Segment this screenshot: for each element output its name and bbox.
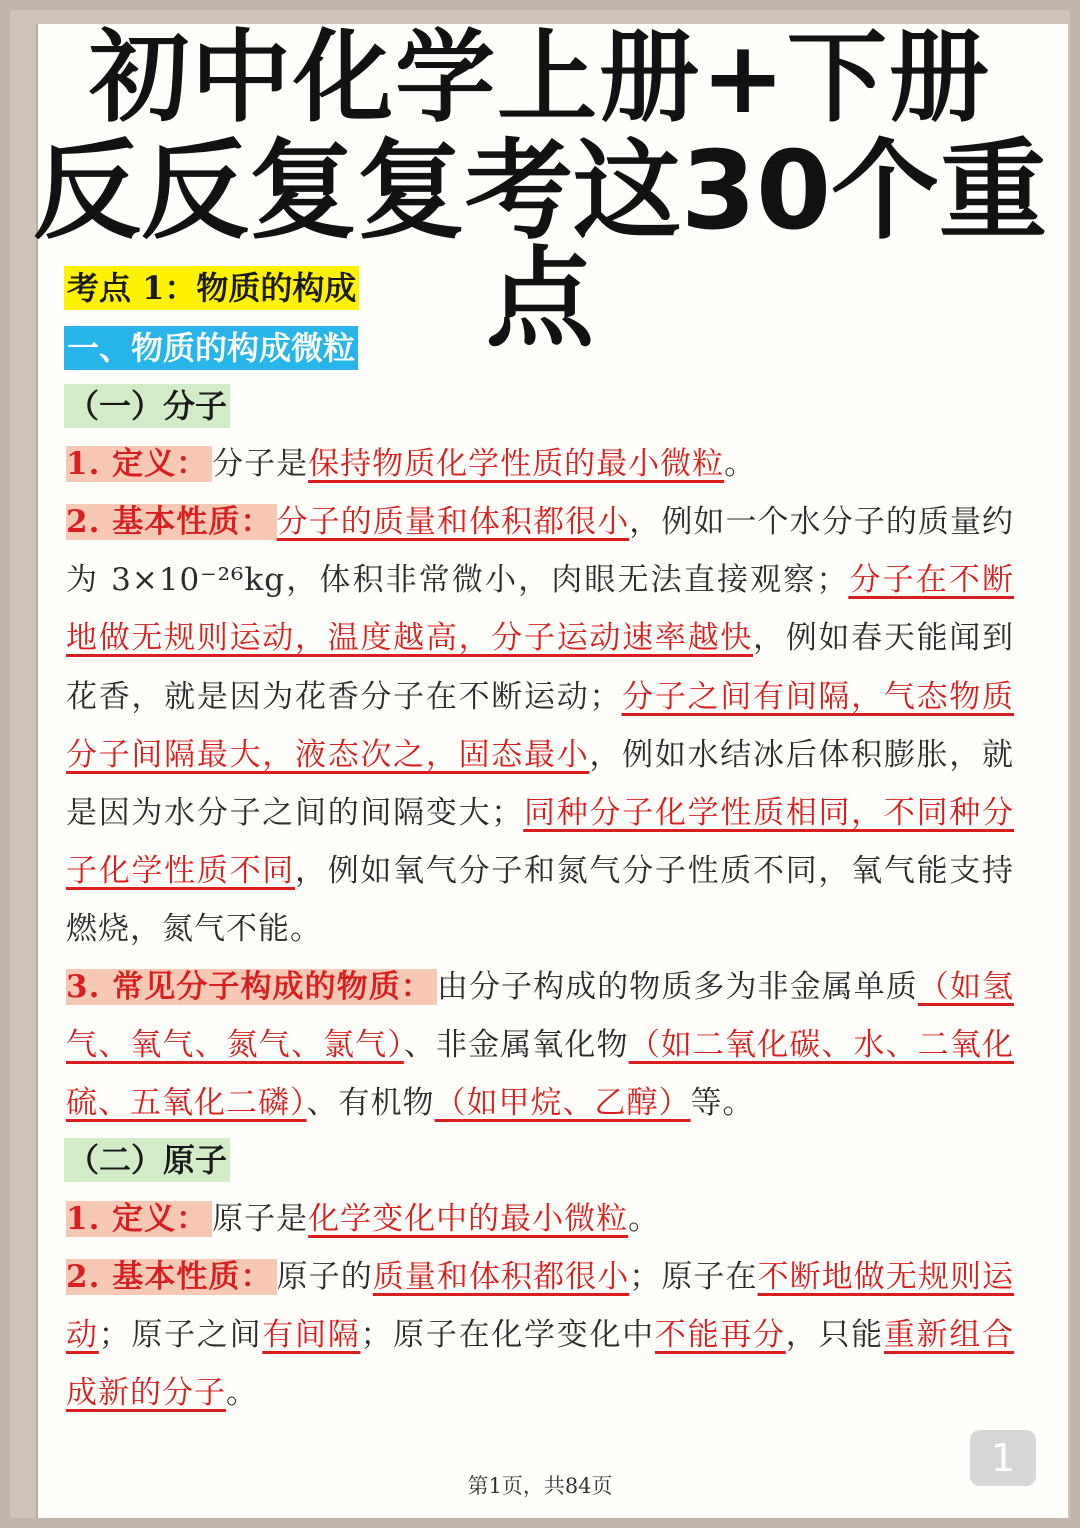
underlined-key-point: 不断地做无规则运动 [66,1259,1015,1354]
molecule-common-substances [66,958,1014,1133]
definition-label: 1. 定义： [66,1201,212,1237]
underlined-key-point: 分子的质量和体积都很小 [276,504,630,540]
text-span: ，例如春天能闻到花香，就是因为花香分子在不断运动； [66,620,1014,715]
atom-definition [66,1190,1014,1248]
text-span: 、有机物 [306,1085,435,1122]
text-span: 原子的 [276,1259,373,1295]
molecule-properties [66,493,1014,959]
text-span: 分子是 [212,446,309,482]
atom-heading: （二）原子 [64,1138,230,1182]
text-span: ，例如一个水分子的质量约为 3×10⁻²⁶kg，体积非常微小，肉眼无法直接观察； [66,504,1015,599]
text-span: ，例如氧气分子和氮气分子性质不同，氧气能支持燃烧，氮气不能。 [66,853,1014,948]
text-span: ；原子在 [629,1259,758,1295]
underlined-key-point: 化学变化中的最小微粒 [308,1201,629,1237]
atom-properties [66,1248,1014,1423]
molecule-heading: （一）分子 [64,384,230,428]
underlined-key-point: 有间隔 [262,1317,361,1354]
text-span: 。 [724,446,757,482]
molecule-definition [66,435,1014,493]
properties-label: 2. 基本性质： [66,1259,277,1295]
text-span: ，只能 [785,1317,884,1354]
text-span: 。 [628,1201,661,1237]
text-span: ；原子之间 [98,1317,263,1354]
text-span: 。 [226,1375,258,1412]
kaodian-heading: 考点 1：物质的构成 [64,266,359,310]
text-span: ，例如水结冰后体积膨胀，就是因为水分子之间的间隔变大； [66,736,1015,832]
underlined-key-point: 保持物质化学性质的最小微粒 [308,446,725,482]
text-span: 、非金属氧化物 [403,1027,629,1064]
text-span: 等。 [690,1085,755,1122]
underlined-key-point: 分子之间有间隔，气态物质分子间隔最大，液态次之，固态最小 [66,678,1015,773]
definition-label: 1. 定义： [66,446,212,482]
text-span: 原子是 [212,1201,309,1237]
underlined-key-point: 分子在不断地做无规则运动，温度越高，分子运动速率越快 [66,562,1015,657]
underlined-key-point: （如甲烷、乙醇） [434,1085,691,1122]
underlined-key-point: 同种分子化学性质相同，不同种分子化学性质不同 [66,795,1015,890]
text-span: ；原子在化学变化中 [360,1317,655,1354]
properties-label: 2. 基本性质： [66,504,277,540]
underlined-key-point: （如氢气、氧气、氮气、氯气） [66,969,1015,1064]
underlined-key-point: 重新组合成新的分子 [66,1317,1015,1412]
underlined-key-point: 不能再分 [654,1317,786,1354]
common-substances-label: 3. 常见分子构成的物质： [66,969,437,1005]
title-line-1: 初中化学上册+下册 [89,19,991,136]
page-footer: 第1页，共84页 [467,1474,613,1498]
underlined-key-point: 质量和体积都很小 [372,1259,630,1295]
section-heading: 一、物质的构成微粒 [64,326,358,370]
text-span: 由分子构成的物质多为非金属单质 [436,969,918,1005]
page-number-badge: 1 [970,1430,1036,1486]
title-line-2: 反反复复考这30个重点 [32,129,1048,362]
underlined-key-point: （如二氧化碳、水、二氧化硫、五氧化二磷） [66,1027,1015,1122]
